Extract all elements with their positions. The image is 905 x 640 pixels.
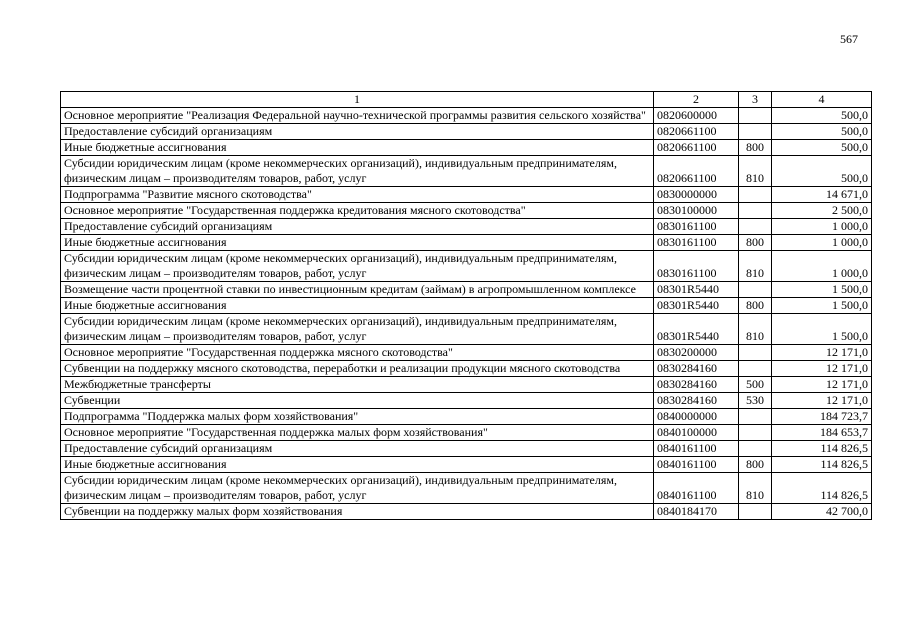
row-vr-cell: 530: [739, 393, 772, 409]
row-csr-cell: 0830284160: [654, 377, 739, 393]
row-csr-cell: 0820600000: [654, 108, 739, 124]
row-vr-cell: 810: [739, 473, 772, 504]
table-row: [61, 441, 872, 457]
row-csr-cell: 0830200000: [654, 345, 739, 361]
row-name-cell: Субвенции на поддержку малых форм хозяйствования: [61, 504, 654, 520]
row-amount-cell: 12 171,0: [772, 345, 872, 361]
row-vr-cell: [739, 345, 772, 361]
row-name-cell: Иные бюджетные ассигнования: [61, 140, 654, 156]
row-name-cell: Иные бюджетные ассигнования: [61, 298, 654, 314]
row-amount-cell: 500,0: [772, 140, 872, 156]
header-row: [61, 92, 872, 108]
row-amount-cell: 12 171,0: [772, 361, 872, 377]
row-csr-cell: 0840000000: [654, 409, 739, 425]
table-row: [61, 140, 872, 156]
table-row: [61, 425, 872, 441]
table-row: [61, 361, 872, 377]
row-vr-cell: 500: [739, 377, 772, 393]
row-csr-cell: 0840161100: [654, 457, 739, 473]
row-vr-cell: 800: [739, 140, 772, 156]
row-vr-cell: [739, 108, 772, 124]
row-vr-cell: [739, 504, 772, 520]
row-amount-cell: 184 653,7: [772, 425, 872, 441]
table-header: [61, 92, 872, 108]
row-amount-cell: 114 826,5: [772, 441, 872, 457]
row-csr-cell: 0830000000: [654, 187, 739, 203]
row-name-cell: Межбюджетные трансферты: [61, 377, 654, 393]
row-amount-cell: 42 700,0: [772, 504, 872, 520]
row-vr-cell: 810: [739, 156, 772, 187]
row-amount-cell: 114 826,5: [772, 457, 872, 473]
row-amount-cell: 14 671,0: [772, 187, 872, 203]
row-name-cell: Возмещение части процентной ставки по инвестиционным кредитам (займам) в агропромышленном комплексе: [61, 282, 654, 298]
row-amount-cell: 184 723,7: [772, 409, 872, 425]
row-name-cell: Субсидии юридическим лицам (кроме некоммерческих организаций), индивидуальным предпринимателям, физическим лицам – производителям товаров, работ, услуг: [61, 473, 654, 504]
table-body: [61, 108, 872, 520]
row-csr-cell: 0830161100: [654, 235, 739, 251]
row-vr-cell: 800: [739, 235, 772, 251]
header-col-4: 4: [772, 92, 872, 108]
row-amount-cell: 1 500,0: [772, 298, 872, 314]
row-vr-cell: 800: [739, 298, 772, 314]
row-csr-cell: 0820661100: [654, 156, 739, 187]
row-amount-cell: 12 171,0: [772, 377, 872, 393]
row-amount-cell: 1 500,0: [772, 282, 872, 298]
row-vr-cell: 810: [739, 251, 772, 282]
row-amount-cell: 1 500,0: [772, 314, 872, 345]
table-row: [61, 298, 872, 314]
row-csr-cell: 0830284160: [654, 393, 739, 409]
row-vr-cell: [739, 282, 772, 298]
row-vr-cell: [739, 409, 772, 425]
row-vr-cell: [739, 361, 772, 377]
row-amount-cell: 114 826,5: [772, 473, 872, 504]
row-csr-cell: 0840161100: [654, 473, 739, 504]
row-name-cell: Иные бюджетные ассигнования: [61, 235, 654, 251]
row-csr-cell: 0820661100: [654, 140, 739, 156]
table-row: [61, 409, 872, 425]
table-row: [61, 156, 872, 187]
row-csr-cell: 0830161100: [654, 219, 739, 235]
table-row: [61, 124, 872, 140]
row-name-cell: Основное мероприятие "Государственная поддержка малых форм хозяйствования": [61, 425, 654, 441]
row-name-cell: Подпрограмма "Поддержка малых форм хозяйствования": [61, 409, 654, 425]
row-csr-cell: 0830100000: [654, 203, 739, 219]
row-amount-cell: 1 000,0: [772, 235, 872, 251]
row-amount-cell: 500,0: [772, 108, 872, 124]
row-amount-cell: 1 000,0: [772, 219, 872, 235]
row-csr-cell: 0840100000: [654, 425, 739, 441]
row-name-cell: Основное мероприятие "Государственная поддержка мясного скотоводства": [61, 345, 654, 361]
row-name-cell: Основное мероприятие "Реализация Федеральной научно-технической программы развития сельского хозяйства": [61, 108, 654, 124]
table-row: [61, 251, 872, 282]
table-row: [61, 473, 872, 504]
table-row: [61, 457, 872, 473]
row-name-cell: Субвенции: [61, 393, 654, 409]
row-vr-cell: 800: [739, 457, 772, 473]
header-col-2: 2: [654, 92, 739, 108]
row-amount-cell: 12 171,0: [772, 393, 872, 409]
row-vr-cell: [739, 219, 772, 235]
row-name-cell: Субсидии юридическим лицам (кроме некоммерческих организаций), индивидуальным предпринимателям, физическим лицам – производителям товаров, работ, услуг: [61, 156, 654, 187]
table-row: [61, 314, 872, 345]
row-name-cell: Предоставление субсидий организациям: [61, 219, 654, 235]
row-csr-cell: 08301R5440: [654, 282, 739, 298]
row-vr-cell: [739, 441, 772, 457]
table-row: [61, 235, 872, 251]
row-name-cell: Подпрограмма "Развитие мясного скотоводства": [61, 187, 654, 203]
table-row: [61, 377, 872, 393]
row-amount-cell: 2 500,0: [772, 203, 872, 219]
row-name-cell: Предоставление субсидий организациям: [61, 124, 654, 140]
row-csr-cell: 08301R5440: [654, 298, 739, 314]
table-row: [61, 504, 872, 520]
row-csr-cell: 0830284160: [654, 361, 739, 377]
budget-table: [60, 91, 872, 520]
table-row: [61, 282, 872, 298]
row-name-cell: Субсидии юридическим лицам (кроме некоммерческих организаций), индивидуальным предпринимателям, физическим лицам – производителям товаров, работ, услуг: [61, 314, 654, 345]
row-vr-cell: [739, 187, 772, 203]
row-vr-cell: [739, 124, 772, 140]
page-number: 567: [840, 32, 858, 46]
row-amount-cell: 1 000,0: [772, 251, 872, 282]
row-amount-cell: 500,0: [772, 156, 872, 187]
row-vr-cell: [739, 203, 772, 219]
table-row: [61, 203, 872, 219]
row-csr-cell: 0830161100: [654, 251, 739, 282]
table-row: [61, 393, 872, 409]
table-row: [61, 187, 872, 203]
row-csr-cell: 0840161100: [654, 441, 739, 457]
table-row: [61, 108, 872, 124]
row-vr-cell: 810: [739, 314, 772, 345]
table-row: [61, 345, 872, 361]
row-csr-cell: 08301R5440: [654, 314, 739, 345]
header-col-1: 1: [61, 92, 654, 108]
row-name-cell: Предоставление субсидий организациям: [61, 441, 654, 457]
row-name-cell: Основное мероприятие "Государственная поддержка кредитования мясного скотоводства": [61, 203, 654, 219]
row-name-cell: Иные бюджетные ассигнования: [61, 457, 654, 473]
row-amount-cell: 500,0: [772, 124, 872, 140]
row-vr-cell: [739, 425, 772, 441]
table-row: [61, 219, 872, 235]
row-csr-cell: 0820661100: [654, 124, 739, 140]
row-csr-cell: 0840184170: [654, 504, 739, 520]
row-name-cell: Субвенции на поддержку мясного скотоводства, переработки и реализации продукции мясного скотоводства: [61, 361, 654, 377]
row-name-cell: Субсидии юридическим лицам (кроме некоммерческих организаций), индивидуальным предпринимателям, физическим лицам – производителям товаров, работ, услуг: [61, 251, 654, 282]
header-col-3: 3: [739, 92, 772, 108]
